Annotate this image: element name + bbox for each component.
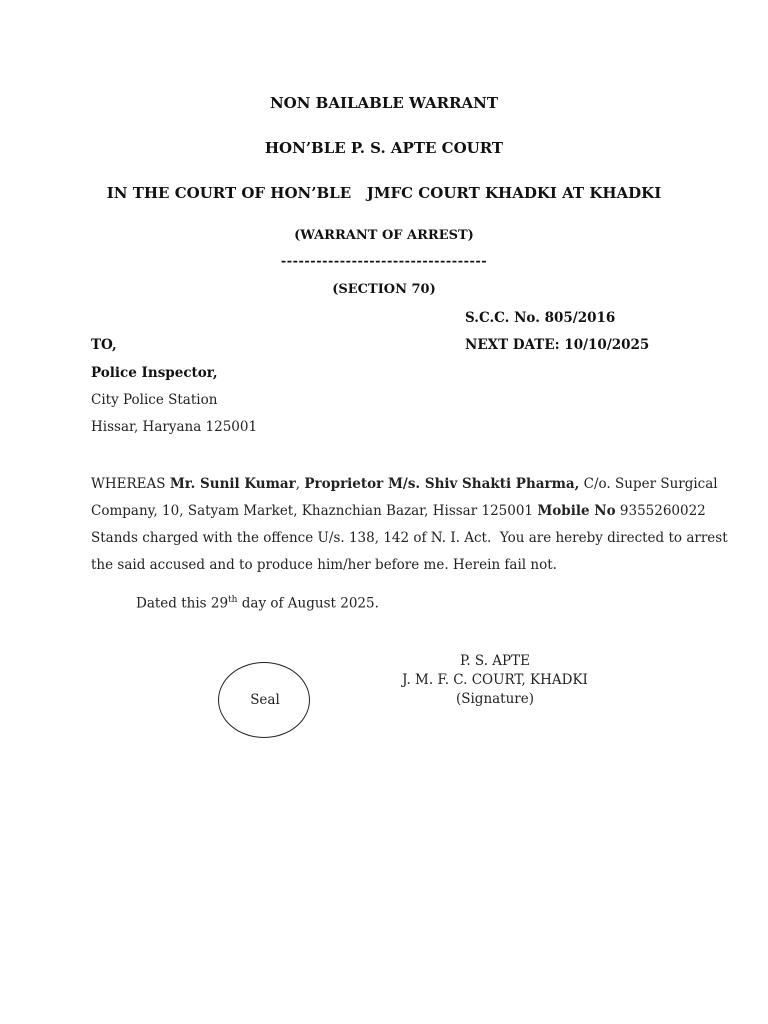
court-name: HON’BLE P. S. APTE COURT [264,139,504,157]
seal-label: Seal [250,692,280,708]
signatory-court: J. M. F. C. COURT, KHADKI [402,672,588,688]
signature-label: (Signature) [455,691,535,707]
dated-line [136,595,379,612]
whereas-text: WHEREAS [91,476,170,492]
body-line-1 [91,471,718,498]
proprietor-name: Proprietor M/s. Shiv Shakti Pharma, [304,476,580,492]
signature-block [395,652,595,709]
separator-text: , [295,476,305,492]
recipient-to: TO, [91,337,117,353]
accused-name: Mr. Sunil Kumar [169,476,296,492]
signatory-name: P. S. APTE [460,653,530,669]
seal-circle [218,662,310,738]
document-title: NON BAILABLE WARRANT [269,94,499,112]
body-line-3: Stands charged with the offence U/s. 138, 142 of N. I. Act. You are hereby directed to arrest [91,530,728,546]
mobile-number: 9355260022 [615,503,706,519]
dated-prefix: Dated this 29 [136,595,229,612]
case-number: S.C.C. No. 805/2016 [465,310,616,326]
body-line-2 [91,498,706,525]
care-of-text: C/o. Super Surgical [579,476,718,492]
warrant-type: (WARRANT OF ARREST) [294,228,474,243]
dated-suffix: day of August 2025. [237,595,379,612]
recipient-address: Hissar, Haryana 125001 [91,419,258,435]
dated-ordinal: th [228,595,238,605]
divider: ----------------------------------- [280,254,488,269]
recipient-station: City Police Station [91,392,218,408]
next-date: NEXT DATE: 10/10/2025 [465,337,650,353]
court-full-name: IN THE COURT OF HON’BLE JMFC COURT KHADKI AT KHADKI [106,184,662,202]
section-label: (SECTION 70) [332,282,436,297]
company-address: Company, 10, Satyam Market, Khaznchian Bazar, Hissar 125001 [91,503,538,519]
warrant-body [91,471,728,579]
body-line-4: the said accused and to produce him/her before me. Herein fail not. [91,557,557,573]
recipient-title: Police Inspector, [91,365,218,381]
mobile-label: Mobile No [537,503,616,519]
